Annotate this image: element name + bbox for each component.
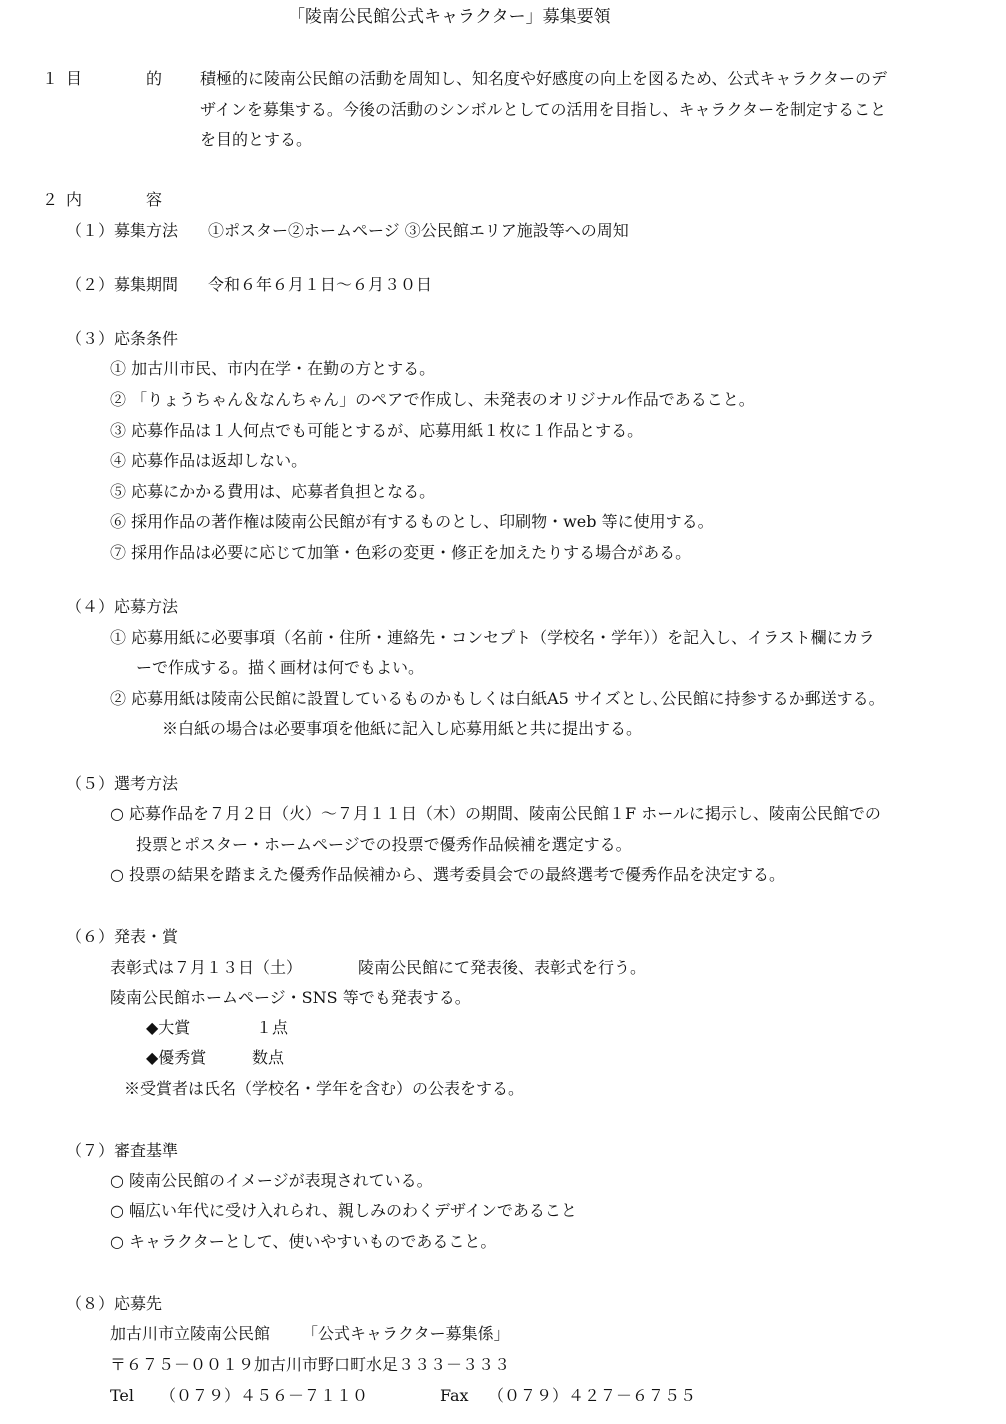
prize-count: 数点 [252,1048,285,1067]
subsection7-heading: （７）審査基準 [66,1141,179,1160]
tel-number: （０７９）４５６－７１１０ [160,1386,369,1405]
selection-line: 投票とポスター・ホームページでの投票で優秀作品候補を選定する。 [136,835,632,854]
section1-number: １ [42,69,59,88]
subsection6-heading: （６）発表・賞 [66,927,179,946]
criteria-item: ○ 幅広い年代に受け入れられ、親しみのわくデザインであること [110,1201,577,1220]
list-item: ② 「りょうちゃん＆なんちゃん」のペアで作成し、未発表のオリジナル作品であること。 [110,390,755,409]
tel-label: Tel [110,1386,135,1405]
ceremony-text: 陵南公民館にて発表後、表彰式を行う。 [358,958,647,977]
page-title: 「陵南公民館公式キャラクター」募集要領 [288,7,611,27]
subsection5-heading: （５）選考方法 [66,774,179,793]
section2-label-b: 容 [146,190,163,209]
fax-label: Fax [440,1386,469,1405]
section1-line: 積極的に陵南公民館の活動を周知し、知名度や好感度の向上を図るため、公式キャラクターのデ [200,69,888,88]
subsection2-value: 令和６年６月１日～６月３０日 [208,275,433,294]
list-item: ① 加古川市民、市内在学・在勤の方とする。 [110,359,436,378]
prize-name: ◆優秀賞 [146,1048,207,1067]
subsection8-heading: （８）応募先 [66,1294,163,1313]
subsection2-heading: （２）募集期間 [66,275,179,294]
winner-note: ※受賞者は氏名（学校名・学年を含む）の公表をする。 [124,1079,525,1098]
list-item: ⑥ 採用作品の著作権は陵南公民館が有するものとし、印刷物・web 等に使用する。 [110,512,714,531]
subsection4-heading: （４）応募方法 [66,597,179,616]
selection-line: ○ 応募作品を７月２日（火）～７月１１日（木）の期間、陵南公民館１F ホールに掲示し、陵南公民館での [110,804,881,823]
method-line: ーで作成する。描く画材は何でもよい。 [136,658,425,677]
subsection1-value: ①ポスター②ホームページ ③公民館エリア施設等への周知 [208,221,629,240]
method-line: ② 応募用紙は陵南公民館に設置しているものかもしくは白紙A5 サイズとし､公民館に持参するか郵送する。 [110,689,885,708]
section1-line: ザインを募集する。今後の活動のシンボルとしての活用を目指し、キャラクターを制定すること [200,100,887,119]
fax-number: （０７９）４２７－６７５５ [488,1386,697,1405]
section2-number: ２ [42,190,59,209]
prize-name: ◆大賞 [146,1018,191,1037]
list-item: ④ 応募作品は返却しない。 [110,451,308,470]
criteria-item: ○ 陵南公民館のイメージが表現されている。 [110,1171,433,1190]
section1-line: を目的とする。 [200,130,313,149]
method-line: ① 応募用紙に必要事項（名前・住所・連絡先・コンセプト（学校名・学年））を記入し、イラスト欄にカラ [110,628,875,647]
method-note: ※白紙の場合は必要事項を他紙に記入し応募用紙と共に提出する。 [162,719,643,738]
subsection3-heading: （３）応条条件 [66,329,179,348]
announce-text: 陵南公民館ホームページ・SNS 等でも発表する。 [110,988,471,1007]
subsection1-heading: （１）募集方法 [66,221,179,240]
prize-count: １点 [256,1018,289,1037]
contact-address: 〒６７５－００１９加古川市野口町水足３３３－３３３ [110,1355,511,1374]
contact-org: 加古川市立陵南公民館 [110,1324,271,1343]
list-item: ③ 応募作品は１人何点でも可能とするが、応募用紙１枚に１作品とする。 [110,421,644,440]
section1-label-b: 的 [146,69,163,88]
section1-label-a: 目 [66,69,83,88]
selection-line: ○ 投票の結果を踏まえた優秀作品候補から、選考委員会での最終選考で優秀作品を決定する。 [110,865,786,884]
list-item: ⑤ 応募にかかる費用は、応募者負担となる。 [110,482,436,501]
contact-dept: 「公式キャラクター募集係」 [302,1324,510,1343]
criteria-item: ○ キャラクターとして、使いやすいものであること。 [110,1232,497,1251]
ceremony-date: 表彰式は７月１３日（土） [110,958,303,977]
section2-label-a: 内 [66,190,83,209]
list-item: ⑦ 採用作品は必要に応じて加筆・色彩の変更・修正を加えたりする場合がある。 [110,543,692,562]
